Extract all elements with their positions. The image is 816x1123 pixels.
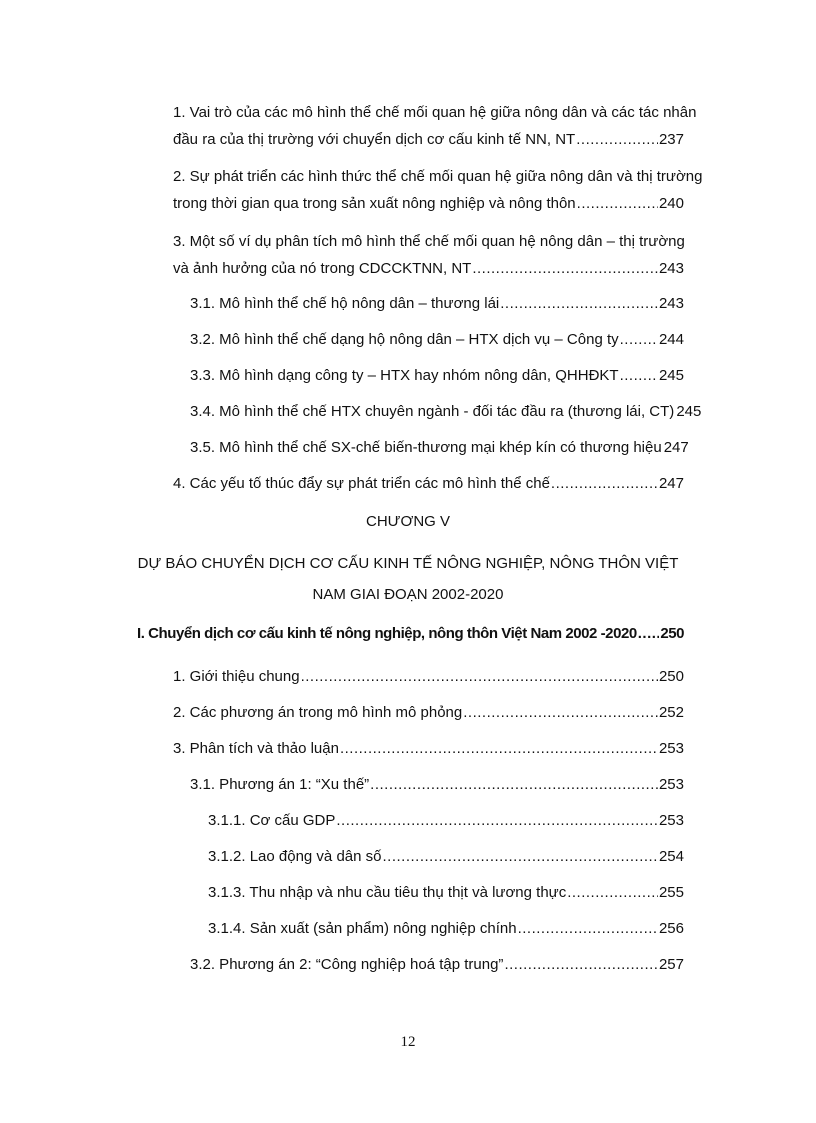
toc-page-number: 243 bbox=[658, 260, 684, 277]
toc-entry-text: 3.1.3. Thu nhập và nhu cầu tiêu thụ thịt và lương thực bbox=[208, 884, 567, 901]
leader-dots bbox=[577, 195, 658, 213]
leader-dots bbox=[382, 848, 657, 866]
toc-entry-3-3[interactable] bbox=[190, 367, 684, 385]
toc-entry-text: 3.1.4. Sản xuất (sản phẩm) nông nghiệp chính bbox=[208, 920, 517, 937]
chapter-label: CHƯƠNG V bbox=[365, 513, 450, 530]
toc-page-number: 245 bbox=[658, 367, 684, 384]
leader-dots bbox=[638, 625, 660, 643]
leader-dots bbox=[620, 331, 658, 349]
leader-dots bbox=[620, 367, 658, 385]
leader-dots bbox=[567, 884, 658, 902]
toc-entry-text: 2. Các phương án trong mô hình mô phỏng bbox=[173, 704, 463, 721]
toc-entry-text: và ảnh hưởng của nó trong CDCCKTNN, NT bbox=[173, 260, 472, 277]
toc-entry-s3-1-3[interactable] bbox=[208, 884, 684, 902]
toc-page-number: 243 bbox=[658, 295, 684, 312]
toc-entry-3-5[interactable] bbox=[190, 439, 689, 457]
toc-entry-3-line1: 3. Một số ví dụ phân tích mô hình thể chế mối quan hệ nông dân – thị trường bbox=[173, 233, 685, 250]
toc-entry-2[interactable] bbox=[173, 195, 684, 213]
page-number: 12 bbox=[400, 1034, 416, 1050]
toc-page-number: 240 bbox=[658, 195, 684, 212]
leader-dots bbox=[576, 131, 658, 149]
toc-page-number: 247 bbox=[663, 439, 689, 456]
toc-page-number: 256 bbox=[658, 920, 684, 937]
toc-page-number: 237 bbox=[658, 131, 684, 148]
toc-entry-text: 3.1.2. Lao động và dân số bbox=[208, 848, 382, 865]
toc-page-number: 244 bbox=[658, 331, 684, 348]
leader-dots bbox=[472, 260, 658, 278]
toc-entry-3-2[interactable] bbox=[190, 331, 684, 349]
toc-page-number: 250 bbox=[660, 625, 684, 642]
toc-entry-text: 3.5. Mô hình thể chế SX-chế biến-thương mại khép kín có thương hiệu bbox=[190, 439, 662, 456]
toc-entry-text: 3.1.1. Cơ cấu GDP bbox=[208, 812, 336, 829]
toc-section-i[interactable] bbox=[137, 625, 684, 643]
toc-entry-s3-1-2[interactable] bbox=[208, 848, 684, 866]
toc-page-number: 252 bbox=[658, 704, 684, 721]
leader-dots bbox=[336, 812, 658, 830]
toc-page-number: 250 bbox=[658, 668, 684, 685]
toc-entry-s3[interactable] bbox=[173, 740, 684, 758]
chapter-title-line1: DỰ BÁO CHUYỂN DỊCH CƠ CẤU KINH TẾ NÔNG NGHIỆP, NÔNG THÔN VIỆT bbox=[137, 555, 679, 572]
leader-dots bbox=[500, 295, 658, 313]
toc-page-number: 253 bbox=[658, 776, 684, 793]
toc-page-number: 253 bbox=[658, 812, 684, 829]
toc-page-number: 255 bbox=[658, 884, 684, 901]
toc-entry-3-1[interactable] bbox=[190, 295, 684, 313]
toc-entry-text: 3.2. Phương án 2: “Công nghiệp hoá tập trung” bbox=[190, 956, 504, 973]
toc-entry-text: 1. Giới thiệu chung bbox=[173, 668, 300, 685]
toc-entry-text: 3.1. Mô hình thể chế hộ nông dân – thương lái bbox=[190, 295, 500, 312]
leader-dots bbox=[301, 668, 658, 686]
toc-page-number: 253 bbox=[658, 740, 684, 757]
toc-entry-text: 3.2. Mô hình thể chế dạng hộ nông dân – HTX dịch vụ – Công ty bbox=[190, 331, 619, 348]
toc-entry-s3-1[interactable] bbox=[190, 776, 684, 794]
toc-entry-3-4[interactable] bbox=[190, 403, 702, 421]
toc-entry-text: 3.4. Mô hình thể chế HTX chuyên ngành - đối tác đầu ra (thương lái, CT) bbox=[190, 403, 675, 420]
toc-entry-2-line1: 2. Sự phát triển các hình thức thể chế mối quan hệ giữa nông dân và thị trường bbox=[173, 168, 703, 185]
toc-entry-1-line1: 1. Vai trò của các mô hình thể chế mối quan hệ giữa nông dân và các tác nhân bbox=[173, 104, 697, 121]
toc-entry-s1[interactable] bbox=[173, 668, 684, 686]
toc-entry-3[interactable] bbox=[173, 260, 684, 278]
leader-dots bbox=[463, 704, 658, 722]
toc-entry-1[interactable] bbox=[173, 131, 684, 149]
chapter-title-line2: NAM GIAI ĐOẠN 2002-2020 bbox=[312, 586, 504, 603]
toc-entry-text: 3.3. Mô hình dạng công ty – HTX hay nhóm nông dân, QHHĐKT bbox=[190, 367, 619, 384]
toc-entry-s2[interactable] bbox=[173, 704, 684, 722]
leader-dots bbox=[518, 920, 658, 938]
toc-entry-s3-1-1[interactable] bbox=[208, 812, 684, 830]
toc-page-number: 254 bbox=[658, 848, 684, 865]
toc-entry-text: đầu ra của thị trường với chuyển dịch cơ cấu kinh tế NN, NT bbox=[173, 131, 576, 148]
toc-entry-text: 4. Các yếu tố thúc đẩy sự phát triển các mô hình thể chế bbox=[173, 475, 550, 492]
toc-page-number: 257 bbox=[658, 956, 684, 973]
toc-page-number: 247 bbox=[658, 475, 684, 492]
toc-entry-text: trong thời gian qua trong sản xuất nông nghiệp và nông thôn bbox=[173, 195, 576, 212]
toc-page-number: 245 bbox=[676, 403, 702, 420]
leader-dots bbox=[370, 776, 658, 794]
toc-entry-text: 3. Phân tích và thảo luận bbox=[173, 740, 339, 757]
toc-entry-text: I. Chuyển dịch cơ cấu kinh tế nông nghiệp, nông thôn Việt Nam 2002 -2020 bbox=[137, 625, 637, 642]
toc-entry-s3-2[interactable] bbox=[190, 956, 684, 974]
toc-entry-text: 3.1. Phương án 1: “Xu thế” bbox=[190, 776, 370, 793]
toc-entry-4[interactable] bbox=[173, 475, 684, 493]
leader-dots bbox=[340, 740, 658, 758]
leader-dots bbox=[504, 956, 658, 974]
leader-dots bbox=[551, 475, 658, 493]
toc-entry-s3-1-4[interactable] bbox=[208, 920, 684, 938]
